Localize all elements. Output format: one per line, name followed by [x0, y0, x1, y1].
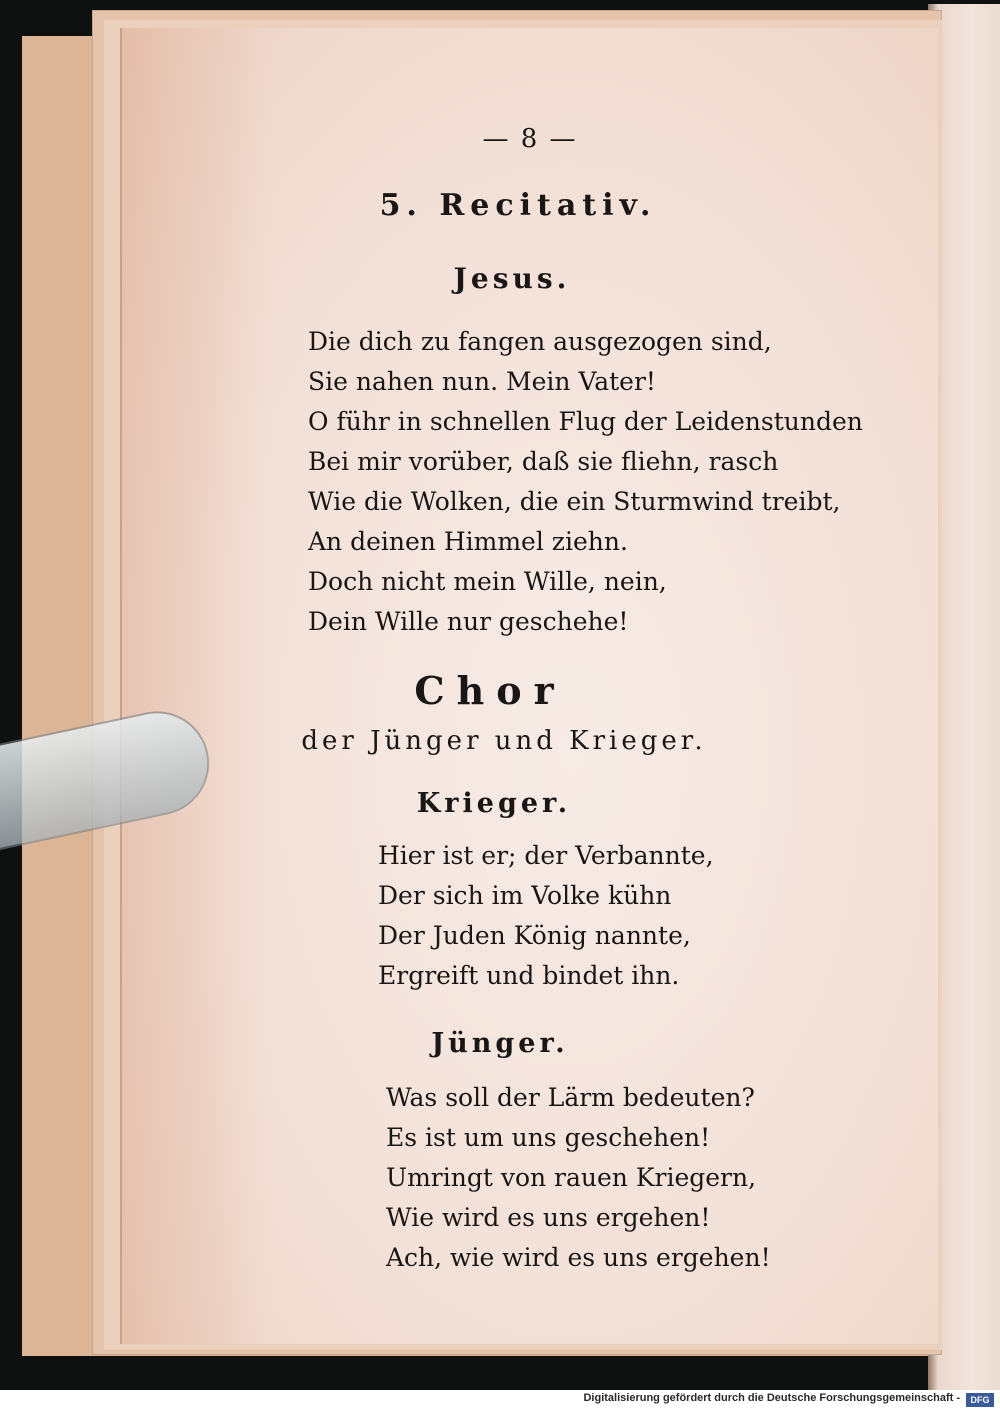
verse-line: Dein Wille nur geschehe!	[308, 607, 629, 636]
verse-line: Ach, wie wird es uns ergehen!	[386, 1243, 771, 1272]
verse-line: Umringt von rauen Kriegern,	[386, 1163, 757, 1192]
verse-line: O führ in schnellen Flug der Leidenstunden	[308, 407, 863, 436]
chorus-subtitle: der Jünger und Krieger.	[301, 726, 707, 756]
page-text	[122, 28, 938, 1344]
verse-line: Der Juden König nannte,	[378, 921, 691, 950]
verse-jesus	[308, 322, 863, 642]
verse-line: Hier ist er; der Verbannte,	[378, 841, 714, 870]
verse-line: Der sich im Volke kühn	[378, 881, 672, 910]
speaker-jesus: Jesus.	[453, 262, 571, 295]
funding-notice: Digitalisierung gefördert durch die Deutsche Forschungsgemeinschaft -	[583, 1392, 960, 1404]
verse-line: An deinen Himmel ziehn.	[308, 527, 628, 556]
verse-line: Die dich zu fangen ausgezogen sind,	[308, 327, 772, 356]
book-page	[122, 28, 938, 1344]
verse-line: Wie die Wolken, die ein Sturmwind treibt,	[308, 487, 841, 516]
dfg-logo-icon: DFG	[966, 1393, 994, 1407]
verse-line: Sie nahen nun. Mein Vater!	[308, 367, 656, 396]
speaker-juenger: Jünger.	[431, 1028, 569, 1059]
verse-line: Doch nicht mein Wille, nein,	[308, 567, 667, 596]
verse-line: Bei mir vorüber, daß sie fliehn, rasch	[308, 447, 779, 476]
verse-krieger	[378, 836, 714, 996]
page-number: — 8 —	[482, 124, 578, 154]
chorus-title: Chor	[414, 668, 566, 713]
verse-line: Wie wird es uns ergehen!	[386, 1203, 711, 1232]
verse-line: Es ist um uns geschehen!	[386, 1123, 711, 1152]
verse-line: Ergreift und bindet ihn.	[378, 961, 680, 990]
speaker-krieger: Krieger.	[416, 788, 572, 819]
footer-bar	[0, 1390, 1000, 1411]
verse-juenger	[386, 1078, 771, 1278]
verse-line: Was soll der Lärm bedeuten?	[386, 1083, 755, 1112]
section-title: 5. Recitativ.	[379, 188, 657, 223]
